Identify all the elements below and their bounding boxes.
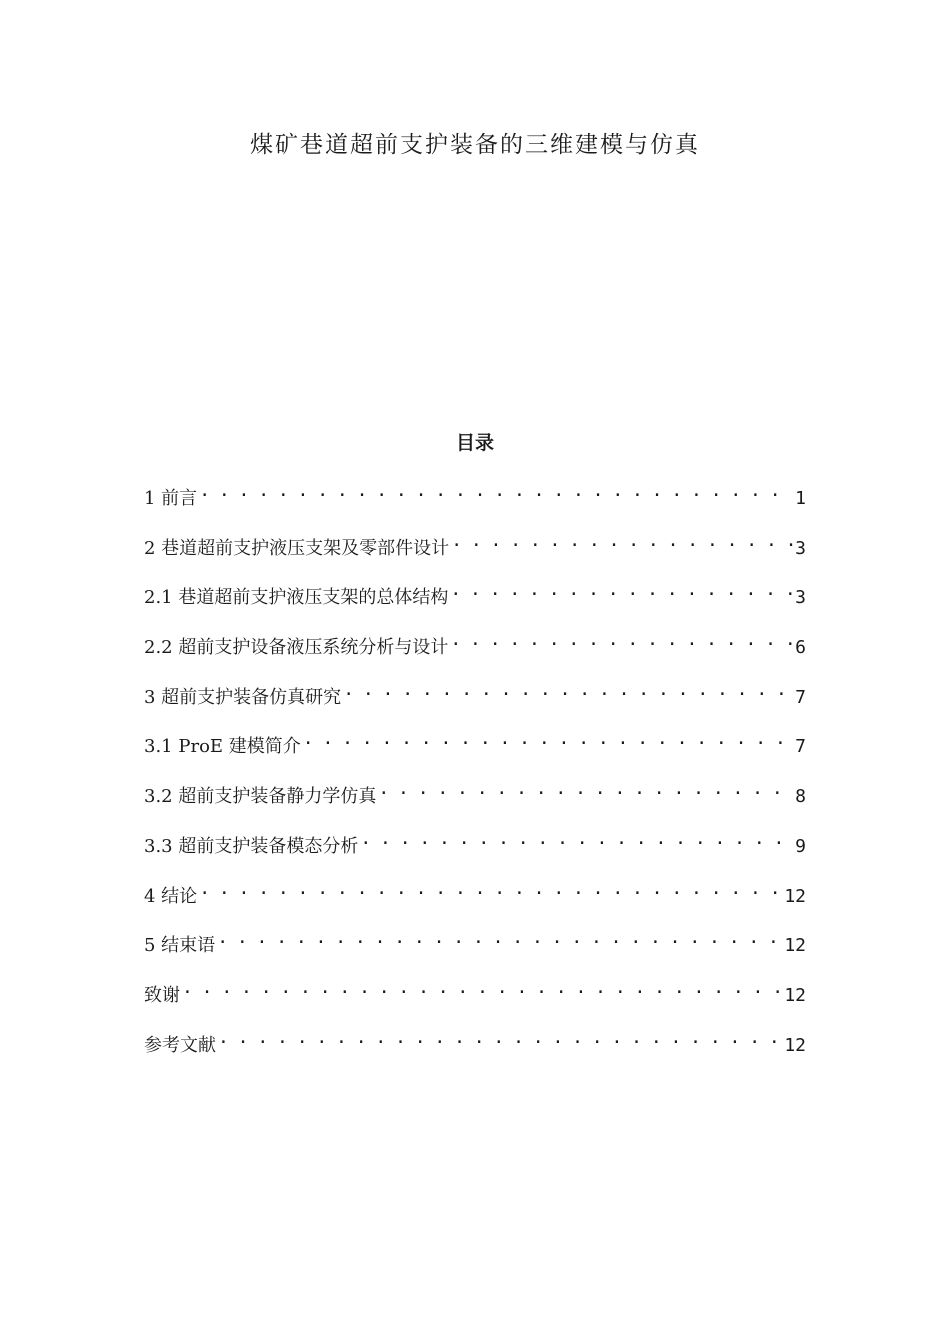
toc-entry-title: 4 结论: [144, 885, 198, 907]
toc-entry-title: 3.2 超前支护装备静力学仿真: [144, 786, 377, 808]
toc-entry-title: 参考文献: [144, 1034, 216, 1056]
toc-dot-leader: [450, 577, 793, 603]
toc-entry-4[interactable]: [144, 876, 806, 926]
toc-entry-title: 2.2 超前支护设备液压系统分析与设计: [144, 637, 449, 659]
toc-entry-page: 7: [795, 736, 806, 758]
toc-entry-2[interactable]: [144, 528, 806, 578]
document-title: 煤矿巷道超前支护装备的三维建模与仿真: [250, 132, 700, 158]
toc-entry-page: 1: [795, 488, 806, 509]
toc-entry-title: 2 巷道超前支护液压支架及零部件设计: [144, 537, 450, 559]
toc-entry-references[interactable]: [144, 1025, 806, 1075]
toc-entry-page: 9: [795, 835, 806, 857]
toc-entry-acknowledgements[interactable]: [144, 975, 806, 1025]
toc-entry-3[interactable]: [144, 677, 806, 727]
toc-entry-page: 3: [795, 587, 806, 609]
toc-entry-title: 5 结束语: [144, 935, 216, 957]
toc-entry-2-1[interactable]: [144, 577, 806, 627]
toc-entry-title: 3 超前支护装备仿真研究: [144, 686, 342, 708]
toc-entry-page: 8: [795, 786, 806, 808]
toc-entry-3-1[interactable]: [144, 726, 806, 776]
toc-entry-1[interactable]: [144, 478, 806, 528]
toc-entry-title: 致谢: [144, 984, 180, 1006]
toc-dot-leader: [199, 478, 793, 504]
toc-entry-page: 12: [784, 935, 806, 957]
toc-entry-page: 12: [784, 984, 806, 1006]
toc-entry-page: 3: [795, 537, 806, 559]
toc-entry-title: 3.1 ProE 建模简介: [144, 736, 301, 758]
toc-heading: 目录: [455, 432, 494, 454]
toc-entry-2-2[interactable]: [144, 627, 806, 677]
toc-dot-leader: [451, 528, 793, 554]
toc-entry-title: 2.1 巷道超前支护液压支架的总体结构: [144, 587, 449, 609]
toc-entry-page: 12: [784, 1034, 806, 1056]
toc-dot-leader: [218, 1025, 782, 1051]
toc-dot-leader: [343, 677, 793, 703]
toc-entry-title: 3.3 超前支护装备模态分析: [144, 835, 359, 857]
toc-entry-page: 7: [795, 686, 806, 708]
toc-dot-leader: [217, 925, 782, 951]
toc-entry-3-2[interactable]: [144, 776, 806, 826]
toc-dot-leader: [450, 627, 793, 653]
toc-dot-leader: [360, 826, 793, 852]
toc-entry-page: 6: [795, 637, 806, 659]
toc-dot-leader: [303, 726, 793, 752]
toc-dot-leader: [199, 876, 782, 902]
toc-entry-3-3[interactable]: [144, 826, 806, 876]
toc-entry-5[interactable]: [144, 925, 806, 975]
toc-dot-leader: [182, 975, 782, 1001]
toc-dot-leader: [378, 776, 793, 802]
table-of-contents: [144, 478, 806, 1074]
toc-entry-page: 12: [784, 885, 806, 907]
toc-entry-title: 1 前言: [144, 488, 198, 509]
